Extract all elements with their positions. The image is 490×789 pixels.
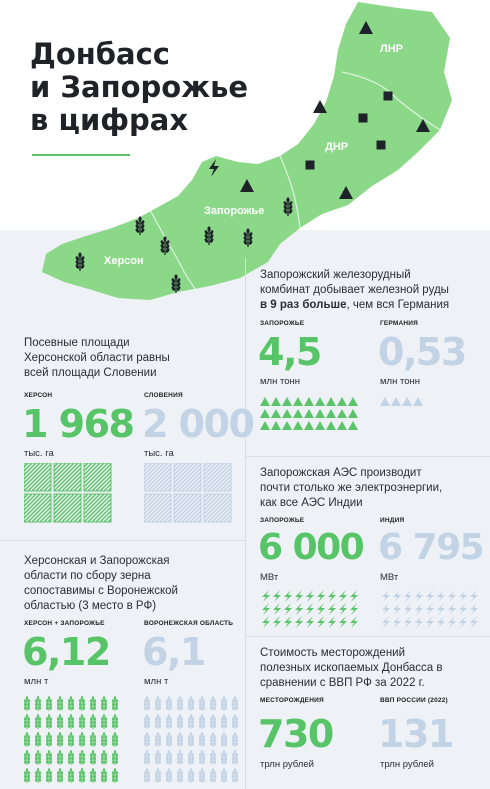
- wheat-icon: [24, 732, 30, 747]
- triangle-icon: [293, 409, 303, 418]
- lightning-icon: [426, 590, 434, 602]
- npp-left-unit: МВт: [260, 572, 279, 583]
- triangle-icon: [304, 409, 314, 418]
- lightning-icon: [382, 603, 390, 615]
- wheat-icon: [155, 768, 161, 783]
- wheat-icon: [57, 714, 63, 729]
- area-cell: [54, 494, 81, 522]
- triangle-icon: [304, 397, 314, 406]
- wheat-icon: [112, 696, 118, 711]
- wheat-icon: [188, 732, 194, 747]
- wheat-icon: [188, 696, 194, 711]
- triangle-icon: [326, 421, 336, 430]
- wheat-icon: [46, 750, 52, 765]
- wheat-icon: [144, 750, 150, 765]
- wheat-icon: [90, 714, 96, 729]
- lightning-icon: [350, 590, 358, 602]
- wheat-icon: [79, 750, 85, 765]
- wheat-icon: [79, 768, 85, 783]
- kherson-zaporozhye-grain-value: 6,12: [22, 630, 110, 674]
- area-cell: [144, 463, 171, 491]
- npp-right-label: ИНДИЯ: [380, 517, 405, 524]
- wheat-icon: [90, 768, 96, 783]
- lightning-icon: [459, 590, 467, 602]
- wheat-icon: [57, 768, 63, 783]
- triangle-icon: [348, 397, 358, 406]
- area-cell: [54, 463, 81, 491]
- wheat-icon: [24, 714, 30, 729]
- wheat-icon: [101, 696, 107, 711]
- wheat-icon: [232, 750, 238, 765]
- wheat-icon: [35, 714, 41, 729]
- lightning-icon: [328, 603, 336, 615]
- minerals-right-label: ВВП РОССИИ (2022): [380, 697, 448, 704]
- triangle-icon: [282, 409, 292, 418]
- npp-text: Запорожская АЭС производит почти столько же электроэнергии, как все АЭС Индии: [260, 467, 443, 509]
- wheat-icon: [232, 696, 238, 711]
- lightning-icon: [317, 616, 325, 628]
- area-cell: [24, 494, 51, 522]
- square-icon: [384, 92, 393, 101]
- lightning-icon: [284, 590, 292, 602]
- wheat-icon: [199, 696, 205, 711]
- slovenia-area-grid: [144, 463, 232, 525]
- area-cell: [174, 463, 201, 491]
- minerals-right-unit: трлн рублей: [380, 759, 434, 770]
- wheat-icon: [112, 768, 118, 783]
- wheat-icon: [101, 768, 107, 783]
- region-label-kherson: Херсон: [104, 255, 144, 267]
- region-label-dnr: ДНР: [325, 141, 349, 153]
- triangle-icon: [260, 397, 270, 406]
- wheat-icon: [210, 768, 216, 783]
- wheat-icon: [79, 696, 85, 711]
- wheat-icon: [68, 750, 74, 765]
- wheat-icon: [199, 732, 205, 747]
- wheat-icon: [90, 732, 96, 747]
- slovenia-text: Посевные площади Херсонской области равны всей площади Словении: [24, 337, 170, 379]
- lightning-icon: [295, 590, 303, 602]
- wheat-icon: [101, 732, 107, 747]
- wheat-icon: [155, 732, 161, 747]
- grain-text: Херсонская и Запорожская области по сбору зерна сопоставимы с Воронежской областью (3 место в РФ): [24, 555, 178, 612]
- wheat-icon: [68, 768, 74, 783]
- lightning-icon: [273, 616, 281, 628]
- area-cell: [84, 463, 111, 491]
- wheat-icon: [166, 732, 172, 747]
- russia-gdp-value: 131: [378, 712, 453, 756]
- wheat-icon: [144, 732, 150, 747]
- india-npp-value: 6 795: [378, 527, 484, 568]
- lightning-icon: [306, 616, 314, 628]
- lightning-icon: [273, 590, 281, 602]
- triangle-icon: [326, 397, 336, 406]
- triangle-icon: [337, 421, 347, 430]
- wheat-icon: [166, 768, 172, 783]
- wheat-icon: [144, 696, 150, 711]
- triangle-icon: [293, 397, 303, 406]
- lightning-icon: [284, 603, 292, 615]
- wheat-icon: [199, 768, 205, 783]
- slovenia-right-label: СЛОВЕНИЯ: [144, 392, 183, 399]
- wheat-icon: [210, 714, 216, 729]
- square-icon: [377, 141, 386, 150]
- wheat-icon: [155, 696, 161, 711]
- lightning-icon: [415, 616, 423, 628]
- iron-text: Запорожский железорудный комбинат добывает железной руды в 9 раз больше, чем вся Германия: [260, 269, 450, 311]
- lightning-icon: [262, 616, 270, 628]
- wheat-icon: [188, 768, 194, 783]
- iron-right-label: ГЕРМАНИЯ: [380, 320, 419, 327]
- wheat-icon: [79, 732, 85, 747]
- lightning-icon: [393, 603, 401, 615]
- germany-iron-value: 0,53: [378, 330, 466, 374]
- lightning-icon: [328, 616, 336, 628]
- wheat-icon: [166, 696, 172, 711]
- triangle-icon: [293, 421, 303, 430]
- area-cell: [144, 494, 171, 522]
- iron-right-unit: млн тонн: [380, 376, 420, 387]
- triangle-icon: [413, 397, 423, 406]
- lightning-icon: [339, 616, 347, 628]
- triangle-icon: [282, 421, 292, 430]
- lightning-icon: [382, 590, 390, 602]
- lightning-icon: [426, 616, 434, 628]
- zaporozhye-npp-value: 6 000: [258, 527, 364, 568]
- wheat-icon: [199, 750, 205, 765]
- lightning-icon: [350, 616, 358, 628]
- lightning-icon: [437, 590, 445, 602]
- lightning-icon: [470, 603, 478, 615]
- wheat-icon: [188, 714, 194, 729]
- lightning-icon: [284, 616, 292, 628]
- wheat-icon: [155, 750, 161, 765]
- wheat-icon: [188, 750, 194, 765]
- triangle-icon: [315, 409, 325, 418]
- lightning-icon: [382, 616, 390, 628]
- lightning-icon: [317, 603, 325, 615]
- kherson-zaporozhye-grain-icons: [22, 695, 132, 785]
- donbass-minerals-value: 730: [258, 712, 333, 756]
- wheat-icon: [232, 714, 238, 729]
- iron-left-unit: млн тонн: [260, 376, 300, 387]
- wheat-icon: [177, 696, 183, 711]
- wheat-icon: [68, 696, 74, 711]
- lightning-icon: [262, 603, 270, 615]
- wheat-icon: [35, 732, 41, 747]
- lightning-icon: [262, 590, 270, 602]
- divider-right-1: [246, 456, 490, 457]
- area-cell: [204, 494, 231, 522]
- lightning-icon: [415, 590, 423, 602]
- triangle-icon: [337, 409, 347, 418]
- wheat-icon: [90, 696, 96, 711]
- slovenia-area-value: 2 000: [142, 402, 254, 446]
- lightning-icon: [459, 603, 467, 615]
- area-cell: [24, 463, 51, 491]
- lightning-icon: [404, 590, 412, 602]
- wheat-icon: [46, 732, 52, 747]
- wheat-icon: [177, 714, 183, 729]
- divider-right-2: [246, 636, 490, 637]
- lightning-icon: [459, 616, 467, 628]
- iron-left-label: ЗАПОРОЖЬЕ: [260, 320, 305, 327]
- wheat-icon: [232, 732, 238, 747]
- triangle-icon: [271, 397, 281, 406]
- wheat-icon: [144, 768, 150, 783]
- npp-right-unit: МВт: [380, 572, 399, 583]
- triangle-icon: [348, 409, 358, 418]
- wheat-icon: [90, 750, 96, 765]
- lightning-icon: [317, 590, 325, 602]
- wheat-icon: [221, 714, 227, 729]
- wheat-icon: [57, 750, 63, 765]
- lightning-icon: [295, 616, 303, 628]
- wheat-icon: [101, 750, 107, 765]
- triangle-icon: [271, 421, 281, 430]
- lightning-icon: [470, 590, 478, 602]
- wheat-icon: [46, 768, 52, 783]
- wheat-icon: [35, 768, 41, 783]
- triangle-icon: [315, 397, 325, 406]
- wheat-icon: [79, 714, 85, 729]
- wheat-icon: [24, 768, 30, 783]
- region-label-zaporozhye: Запорожье: [204, 205, 265, 217]
- germany-iron-icons: [380, 396, 480, 408]
- area-cell: [84, 494, 111, 522]
- triangle-icon: [282, 397, 292, 406]
- triangle-icon: [380, 397, 390, 406]
- lightning-icon: [306, 590, 314, 602]
- zaporozhye-npp-icons: [260, 590, 370, 628]
- wheat-icon: [199, 714, 205, 729]
- area-cell: [174, 494, 201, 522]
- area-cell: [204, 463, 231, 491]
- minerals-text: Стоимость месторождений полезных ископаемых Донбасса в сравнении с ВВП РФ за 2022 г.: [260, 647, 443, 689]
- triangle-icon: [304, 421, 314, 430]
- triangle-icon: [402, 397, 412, 406]
- triangle-icon: [260, 421, 270, 430]
- title-line-2: и Запорожье: [30, 70, 249, 104]
- triangle-icon: [315, 421, 325, 430]
- kherson-area-value: 1 968: [22, 402, 134, 446]
- wheat-icon: [177, 768, 183, 783]
- minerals-left-label: МЕСТОРОЖДЕНИЯ: [260, 697, 324, 704]
- wheat-icon: [112, 750, 118, 765]
- triangle-icon: [326, 409, 336, 418]
- wheat-icon: [68, 732, 74, 747]
- lightning-icon: [350, 603, 358, 615]
- zaporozhye-iron-value: 4,5: [258, 330, 321, 374]
- grain-left-label: ХЕРСОН + ЗАПОРОЖЬЕ: [24, 620, 105, 627]
- npp-left-label: ЗАПОРОЖЬЕ: [260, 517, 305, 524]
- wheat-icon: [177, 732, 183, 747]
- wheat-icon: [155, 714, 161, 729]
- slovenia-right-unit: тыс. га: [144, 448, 174, 459]
- wheat-icon: [35, 696, 41, 711]
- lightning-icon: [295, 603, 303, 615]
- triangle-icon: [337, 397, 347, 406]
- kherson-area-grid: [24, 463, 112, 525]
- zaporozhye-iron-icons: [260, 396, 360, 442]
- grain-left-unit: млн т: [24, 676, 49, 687]
- lightning-icon: [306, 603, 314, 615]
- wheat-icon: [57, 696, 63, 711]
- square-icon: [359, 114, 368, 123]
- wheat-icon: [221, 768, 227, 783]
- lightning-icon: [448, 590, 456, 602]
- wheat-icon: [112, 714, 118, 729]
- wheat-icon: [177, 750, 183, 765]
- wheat-icon: [221, 750, 227, 765]
- wheat-icon: [24, 750, 30, 765]
- wheat-icon: [221, 696, 227, 711]
- wheat-icon: [46, 714, 52, 729]
- grain-right-label: ВОРОНЕЖСКАЯ ОБЛАСТЬ: [144, 620, 234, 627]
- title-line-1: Донбасс: [30, 37, 170, 71]
- wheat-icon: [68, 714, 74, 729]
- wheat-icon: [210, 732, 216, 747]
- voronezh-grain-icons: [142, 695, 252, 785]
- wheat-icon: [144, 714, 150, 729]
- lightning-icon: [437, 616, 445, 628]
- lightning-icon: [273, 603, 281, 615]
- wheat-icon: [35, 750, 41, 765]
- wheat-icon: [166, 714, 172, 729]
- lightning-icon: [339, 590, 347, 602]
- wheat-icon: [210, 750, 216, 765]
- triangle-icon: [391, 397, 401, 406]
- grain-right-unit: млн т: [144, 676, 169, 687]
- lightning-icon: [448, 616, 456, 628]
- wheat-icon: [101, 714, 107, 729]
- triangle-icon: [348, 421, 358, 430]
- lightning-icon: [404, 603, 412, 615]
- lightning-icon: [470, 616, 478, 628]
- title-line-3: в цифрах: [30, 103, 189, 137]
- voronezh-grain-value: 6,1: [142, 630, 205, 674]
- lightning-icon: [339, 603, 347, 615]
- wheat-icon: [221, 732, 227, 747]
- triangle-icon: [271, 409, 281, 418]
- square-icon: [306, 161, 315, 170]
- lightning-icon: [448, 603, 456, 615]
- wheat-icon: [57, 732, 63, 747]
- lightning-icon: [426, 603, 434, 615]
- divider-left: [0, 540, 245, 541]
- lightning-icon: [404, 616, 412, 628]
- slovenia-left-label: ХЕРСОН: [24, 392, 53, 399]
- wheat-icon: [166, 750, 172, 765]
- lightning-icon: [415, 603, 423, 615]
- slovenia-left-unit: тыс. га: [24, 448, 54, 459]
- wheat-icon: [232, 768, 238, 783]
- wheat-icon: [210, 696, 216, 711]
- lightning-icon: [437, 603, 445, 615]
- india-npp-icons: [380, 590, 490, 628]
- lightning-icon: [328, 590, 336, 602]
- wheat-icon: [46, 696, 52, 711]
- region-label-lnr: ЛНР: [380, 43, 403, 55]
- lightning-icon: [393, 616, 401, 628]
- lightning-icon: [393, 590, 401, 602]
- wheat-icon: [24, 696, 30, 711]
- triangle-icon: [260, 409, 270, 418]
- minerals-left-unit: трлн рублей: [260, 759, 314, 770]
- wheat-icon: [112, 732, 118, 747]
